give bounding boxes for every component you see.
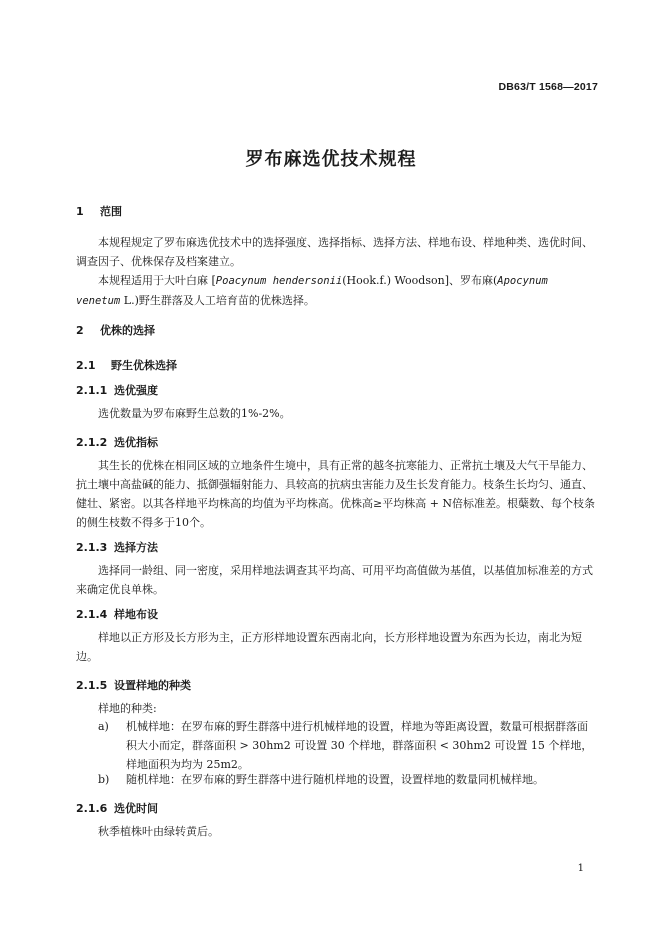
section-2-1-1-paragraph: 选优数量为罗布麻野生总数的1%-2%。 xyxy=(98,407,291,420)
section-title: 优株的选择 xyxy=(100,324,155,337)
section-title: 选优时间 xyxy=(114,802,158,815)
section-number: 2 xyxy=(76,324,84,337)
section-title: 选优指标 xyxy=(114,436,158,449)
section-title: 野生优株选择 xyxy=(111,359,177,372)
section-2-1-6-paragraph: 秋季植株叶由绿转黄后。 xyxy=(98,825,219,838)
section-2-heading xyxy=(76,322,155,338)
list-item-text: 随机样地：在罗布麻的野生群落中进行随机样地的设置，设置样地的数量同机械样地。 xyxy=(126,773,544,786)
list-item-text: 机械样地：在罗布麻的野生群落中进行机械样地的设置，样地为等距离设置，数量可根据群落面积大小而定，群落面积 > 30hm2 可设置 30 个样地，群落面积 < 30hm2 可设置 15 个样地，样地面积为均为 25m2。 xyxy=(126,720,593,771)
section-2-1-1-heading xyxy=(76,382,158,398)
section-1-heading xyxy=(76,203,122,219)
section-2-1-5-intro: 样地的种类: xyxy=(98,702,157,715)
list-item-a xyxy=(98,717,598,774)
list-marker: b) xyxy=(98,773,110,786)
section-number: 1 xyxy=(76,205,84,218)
species-name: Poacynum hendersonii xyxy=(215,275,343,287)
section-2-1-3-heading xyxy=(76,539,158,555)
section-number: 2.1.4 xyxy=(76,608,108,621)
section-number: 2.1.6 xyxy=(76,802,108,815)
species-name: Apocynum venetum xyxy=(76,275,548,307)
section-2-1-heading xyxy=(76,357,177,373)
text-run: 本规程适用于大叶白麻 [ xyxy=(98,274,216,287)
section-number: 2.1.3 xyxy=(76,541,108,554)
list-item-b xyxy=(98,770,598,789)
section-number: 2.1 xyxy=(76,359,96,372)
section-2-1-6-heading xyxy=(76,800,158,816)
section-title: 选优强度 xyxy=(114,384,158,397)
section-2-1-4-heading xyxy=(76,606,158,622)
section-2-1-4-paragraph: 样地以正方形及长方形为主，正方形样地设置东西南北向，长方形样地设置为东西为长边，南北为短边。 xyxy=(76,631,582,663)
section-number: 2.1.1 xyxy=(76,384,108,397)
section-title: 选择方法 xyxy=(114,541,158,554)
section-1-paragraph-1: 本规程规定了罗布麻选优技术中的选择强度、选择指标、选择方法、样地布设、样地种类、选优时间、调查因子、优株保存及档案建立。 xyxy=(76,236,593,268)
section-number: 2.1.5 xyxy=(76,679,108,692)
page-title: 罗布麻选优技术规程 xyxy=(245,149,417,170)
document-code: DB63/T 1568—2017 xyxy=(498,81,598,93)
section-number: 2.1.2 xyxy=(76,436,108,449)
section-2-1-5-heading xyxy=(76,677,191,693)
section-1-paragraph-2 xyxy=(76,271,598,311)
section-title: 设置样地的种类 xyxy=(114,679,191,692)
section-2-1-2-heading xyxy=(76,434,158,450)
list-marker: a) xyxy=(98,720,109,733)
section-title: 范围 xyxy=(100,205,122,218)
section-title: 样地布设 xyxy=(114,608,158,621)
text-run: (Hook.f.) Woodson]、罗布麻( xyxy=(342,274,498,287)
section-2-1-3-paragraph: 选择同一龄组、同一密度，采用样地法调查其平均高、可用平均高值做为基值，以基值加标准差的方式来确定优良单株。 xyxy=(76,564,593,596)
page-number: 1 xyxy=(577,863,584,874)
section-2-1-2-paragraph: 其生长的优株在相同区域的立地条件生境中，具有正常的越冬抗寒能力、正常抗土壤及大气干旱能力、抗土壤中高盐碱的能力、抵御强辐射能力、具较高的抗病虫害能力及生长发育能力。枝条生长均匀、通直、健壮、紧密。以其各样地平均株高的均值为平均株高。优株高≥平均株高 + N倍标准差。根蘖数、每个枝条的侧生枝数不得多于10个。 xyxy=(76,459,596,529)
text-run: L.)野生群落及人工培育苗的优株选择。 xyxy=(120,294,315,307)
